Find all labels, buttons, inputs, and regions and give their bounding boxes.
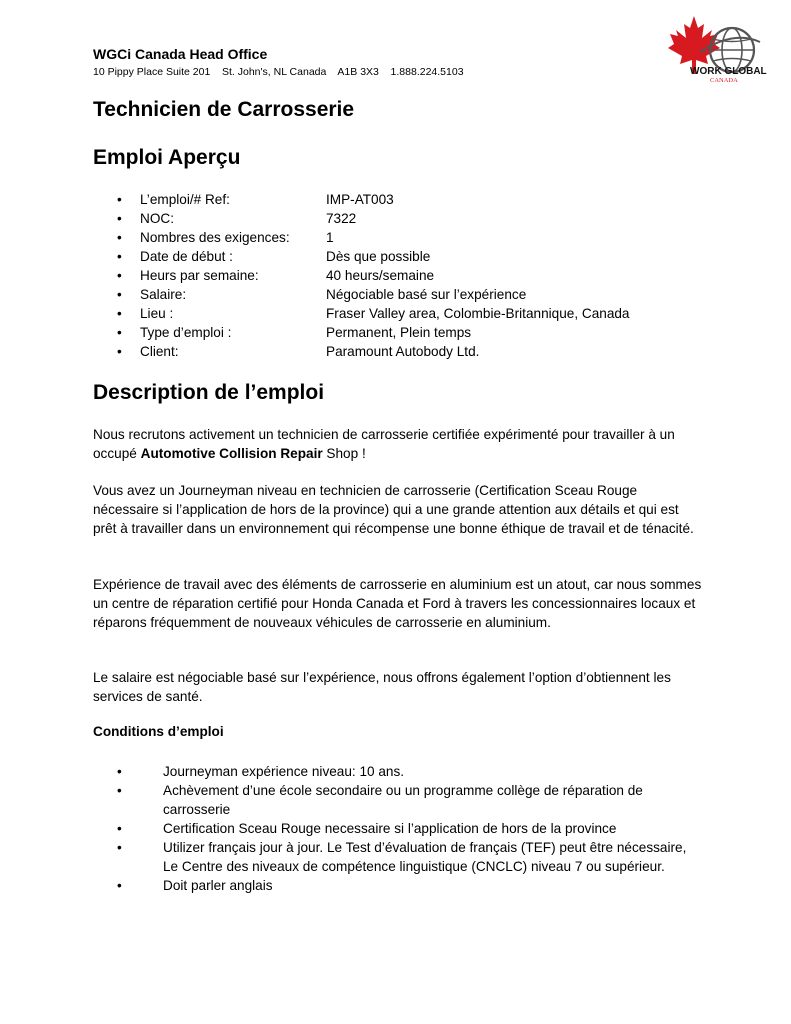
overview-value: 40 heurs/semaine [326, 268, 435, 283]
description-paragraph-4: Le salaire est négociable basé sur l’expérience, nous offrons également l’option d’obtiennent les services de santé. [93, 670, 671, 704]
logo-text-main: WORK GLOBAL [690, 66, 767, 77]
overview-value: Dès que possible [326, 249, 431, 264]
overview-value: 1 [326, 230, 334, 245]
condition-text: Certification Sceau Rouge necessaire si l’application de hors de la province [163, 821, 617, 836]
overview-value: Fraser Valley area, Colombie-Britannique, Canada [326, 306, 630, 321]
overview-label: Salaire: [140, 287, 187, 302]
description-paragraph-2: Vous avez un Journeyman niveau en technicien de carrosserie (Certification Sceau Rouge nécessaire si l’application de hors de la province) qui a une grande attention aux détails et qui est prêt à travailler dans un environnement qui récompense une bonne éthique de travail et de ténacité. [93, 483, 694, 536]
condition-item [117, 819, 697, 838]
bullet: • [117, 268, 122, 283]
overview-label: Date de début : [140, 249, 233, 264]
condition-item [117, 838, 697, 876]
office-name: WGCi Canada Head Office [93, 46, 268, 62]
bullet: • [117, 230, 122, 245]
description-heading: Description de l’emploi [93, 381, 325, 404]
conditions-heading: Conditions d’emploi [93, 724, 224, 739]
bullet: • [117, 783, 122, 798]
overview-label: Type d’emploi : [140, 325, 232, 340]
bullet: • [117, 840, 122, 855]
condition-item [117, 762, 697, 781]
overview-heading: Emploi Aperçu [93, 146, 241, 169]
bullet: • [117, 306, 122, 321]
condition-text: Doit parler anglais [163, 878, 273, 893]
work-global-canada-logo [664, 12, 768, 84]
overview-value: 7322 [326, 211, 357, 226]
bullet: • [117, 878, 122, 893]
overview-value: Paramount Autobody Ltd. [326, 344, 480, 359]
page-title: Technicien de Carrosserie [93, 98, 355, 121]
condition-text: Utilizer français jour à jour. Le Test d’évaluation de français (TEF) peut être nécessaire, Le Centre des niveaux de compétence linguistique (CNCLC) niveau 7 ou supérieur. [163, 840, 687, 874]
bullet: • [117, 344, 122, 359]
overview-label: Heurs par semaine: [140, 268, 259, 283]
overview-label: Client: [140, 344, 179, 359]
paragraph-text: Nous recrutons activement un technicien de carrosserie certifiée expérimenté pour travailler à un occupé [93, 427, 675, 461]
logo-text-sub: CANADA [710, 77, 738, 84]
maple-leaf-globe-icon [664, 12, 768, 84]
description-paragraph-3: Expérience de travail avec des éléments de carrosserie en aluminium est un atout, car nous sommes un centre de réparation certifié pour Honda Canada et Ford à travers les concessionnaires locaux et réparons fréquemment de nouveaux véhicules de carrosserie en aluminium. [93, 577, 702, 630]
overview-label: L’emploi/# Ref: [140, 192, 230, 207]
overview-value: IMP-AT003 [326, 192, 394, 207]
bullet: • [117, 764, 122, 779]
bullet: • [117, 249, 122, 264]
bullet: • [117, 325, 122, 340]
shop-name: Automotive Collision Repair [140, 446, 323, 461]
bullet: • [117, 211, 122, 226]
overview-label: Lieu : [140, 306, 174, 321]
condition-text: Achèvement d’une école secondaire ou un programme collège de réparation de carrosserie [163, 783, 643, 817]
overview-value: Négociable basé sur l’expérience [326, 287, 527, 302]
overview-value: Permanent, Plein temps [326, 325, 472, 340]
condition-item [117, 876, 697, 895]
overview-label: NOC: [140, 211, 174, 226]
conditions-list [117, 762, 697, 895]
condition-text: Journeyman expérience niveau: 10 ans. [163, 764, 405, 779]
bullet: • [117, 821, 122, 836]
description-paragraph-1 [93, 425, 705, 463]
paragraph-text: Shop ! [322, 446, 366, 461]
office-address: 10 Pippy Place Suite 201 St. John's, NL Canada A1B 3X3 1.888.224.5103 [93, 66, 464, 78]
bullet: • [117, 287, 122, 302]
overview-label: Nombres des exigences: [140, 230, 290, 245]
bullet: • [117, 192, 122, 207]
condition-item [117, 781, 697, 819]
